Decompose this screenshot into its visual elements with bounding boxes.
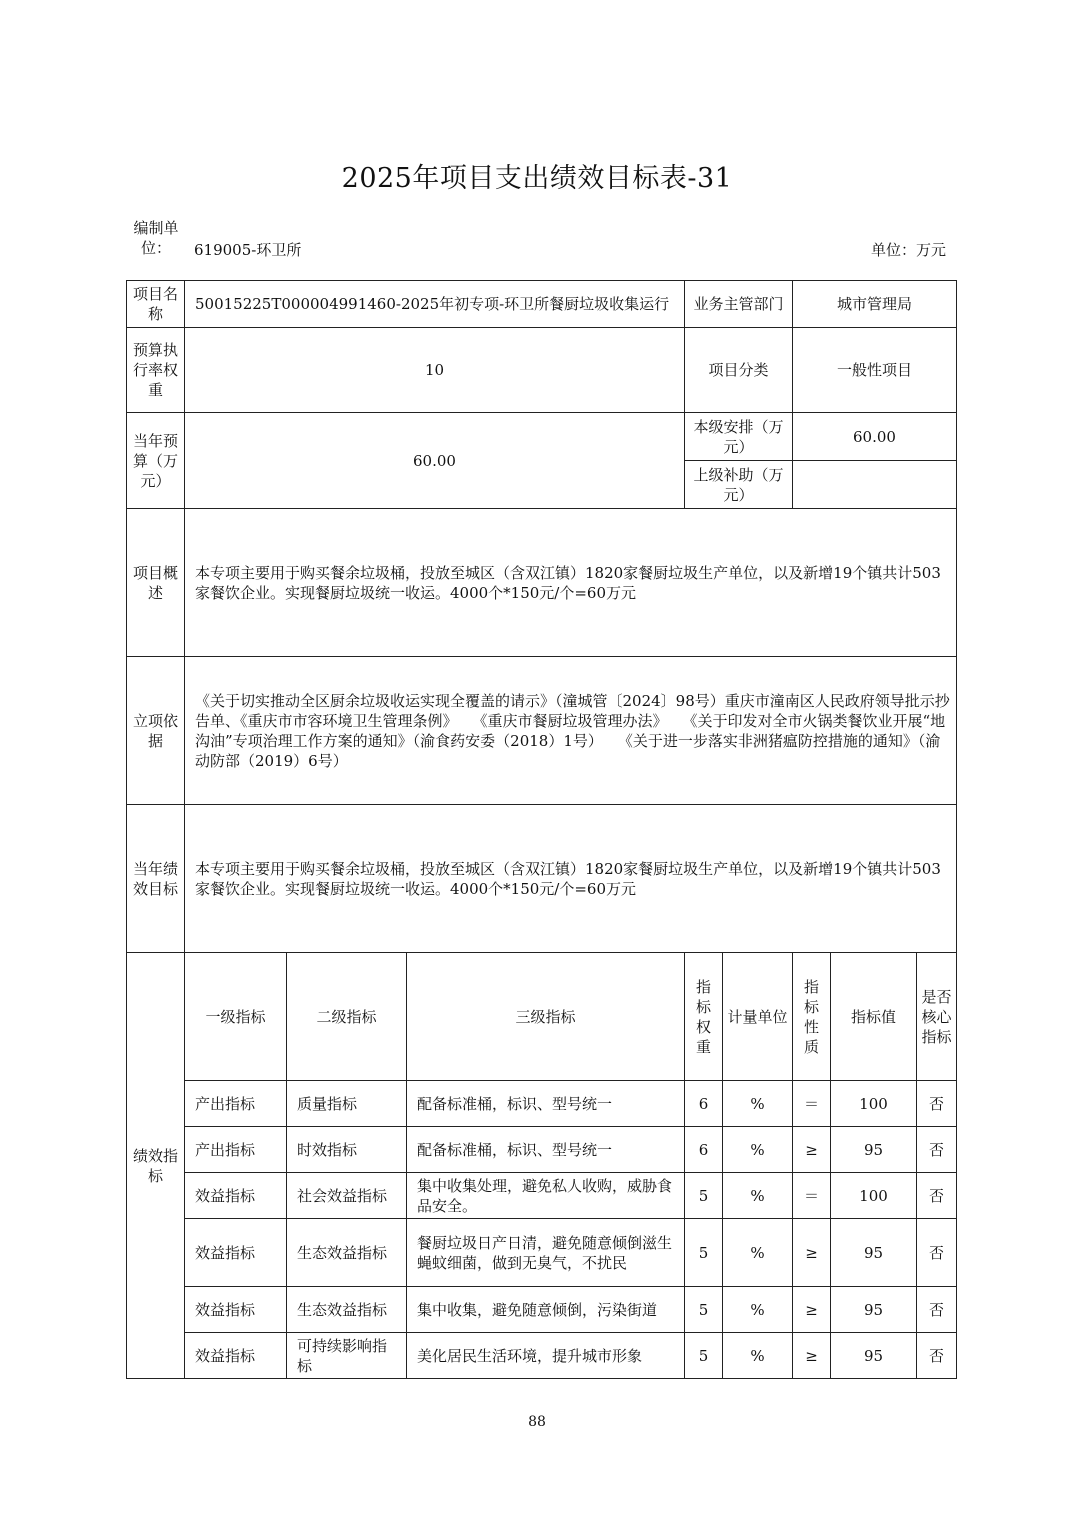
superior-value bbox=[793, 461, 957, 509]
same-level-value: 60.00 bbox=[793, 413, 957, 461]
row-core: 否 bbox=[917, 1333, 957, 1379]
row-value: 100 bbox=[831, 1081, 917, 1127]
table-row bbox=[127, 1333, 957, 1379]
table-row bbox=[127, 1173, 957, 1219]
table-row bbox=[127, 1081, 957, 1127]
budget-value: 60.00 bbox=[185, 413, 685, 509]
header-weight: 指标权重 bbox=[685, 953, 723, 1081]
row-level3: 餐厨垃圾日产日清，避免随意倾倒滋生蝇蚊细菌，做到无臭气，不扰民 bbox=[407, 1219, 685, 1287]
category-label: 项目分类 bbox=[685, 328, 793, 413]
row-value: 95 bbox=[831, 1219, 917, 1287]
basis-label: 立项依据 bbox=[127, 657, 185, 805]
row-unit: % bbox=[723, 1127, 793, 1173]
basis-text: 《关于切实推动全区厨余垃圾收运实现全覆盖的请示》（潼城管〔2024〕98号）重庆市潼南区人民政府领导批示抄告单、《重庆市市容环境卫生管理条例》 《重庆市餐厨垃圾管理办法》 《关于印发对全市火锅类餐饮业开展“地沟油”专项治理工作方案的通知》（渝食药安委（2018）1号） 《关于进一步落实非洲猪瘟防控措施的通知》（渝动防部（2019）6号） bbox=[185, 657, 957, 805]
row-weight: 5 bbox=[685, 1173, 723, 1219]
row-core: 否 bbox=[917, 1173, 957, 1219]
superior-label: 上级补助（万元） bbox=[685, 461, 793, 509]
header-value: 指标值 bbox=[831, 953, 917, 1081]
row-level3: 配备标准桶，标识、型号统一 bbox=[407, 1127, 685, 1173]
row-unit: % bbox=[723, 1219, 793, 1287]
row-level2: 生态效益指标 bbox=[287, 1287, 407, 1333]
table-row bbox=[127, 1287, 957, 1333]
dept-value: 城市管理局 bbox=[793, 281, 957, 328]
row-unit: % bbox=[723, 1081, 793, 1127]
row-nature: ＝ bbox=[793, 1081, 831, 1127]
header-level3: 三级指标 bbox=[407, 953, 685, 1081]
goal-text: 本专项主要用于购买餐余垃圾桶，投放至城区（含双江镇）1820家餐厨垃圾生产单位，以及新增19个镇共计503家餐饮企业。实现餐厨垃圾统一收运。4000个*150元/个=60万元 bbox=[185, 805, 957, 953]
row-value: 100 bbox=[831, 1173, 917, 1219]
row-weight: 5 bbox=[685, 1219, 723, 1287]
row-level1: 效益指标 bbox=[185, 1333, 287, 1379]
project-name: 50015225T000004991460-2025年初专项-环卫所餐厨垃圾收集运行 bbox=[185, 281, 685, 328]
overview-label: 项目概述 bbox=[127, 509, 185, 657]
row-nature: ≥ bbox=[793, 1287, 831, 1333]
header-unit: 计量单位 bbox=[723, 953, 793, 1081]
goal-label: 当年绩效目标 bbox=[127, 805, 185, 953]
performance-table bbox=[126, 280, 957, 1379]
row-value: 95 bbox=[831, 1287, 917, 1333]
header-level2: 二级指标 bbox=[287, 953, 407, 1081]
row-level1: 产出指标 bbox=[185, 1081, 287, 1127]
row-level3: 集中收集，避免随意倾倒，污染街道 bbox=[407, 1287, 685, 1333]
row-level3: 集中收集处理，避免私人收购，威胁食品安全。 bbox=[407, 1173, 685, 1219]
project-name-label: 项目名称 bbox=[127, 281, 185, 328]
header-nature: 指标性质 bbox=[793, 953, 831, 1081]
row-level1: 效益指标 bbox=[185, 1287, 287, 1333]
row-weight: 6 bbox=[685, 1127, 723, 1173]
header-level1: 一级指标 bbox=[185, 953, 287, 1081]
table-row bbox=[127, 1219, 957, 1287]
row-nature: ≥ bbox=[793, 1333, 831, 1379]
row-value: 95 bbox=[831, 1333, 917, 1379]
row-weight: 6 bbox=[685, 1081, 723, 1127]
row-level1: 产出指标 bbox=[185, 1127, 287, 1173]
row-core: 否 bbox=[917, 1219, 957, 1287]
dept-label: 业务主管部门 bbox=[685, 281, 793, 328]
row-core: 否 bbox=[917, 1081, 957, 1127]
row-core: 否 bbox=[917, 1287, 957, 1333]
row-core: 否 bbox=[917, 1127, 957, 1173]
row-level2: 质量指标 bbox=[287, 1081, 407, 1127]
row-level1: 效益指标 bbox=[185, 1219, 287, 1287]
row-unit: % bbox=[723, 1333, 793, 1379]
currency-label: 单位：万元 bbox=[870, 241, 946, 259]
row-weight: 5 bbox=[685, 1287, 723, 1333]
header-core: 是否核心指标 bbox=[917, 953, 957, 1081]
page-number: 88 bbox=[528, 1414, 546, 1430]
row-value: 95 bbox=[831, 1127, 917, 1173]
row-nature: ≥ bbox=[793, 1219, 831, 1287]
budget-label: 当年预算（万元） bbox=[127, 413, 185, 509]
row-level2: 生态效益指标 bbox=[287, 1219, 407, 1287]
row-nature: ≥ bbox=[793, 1127, 831, 1173]
table-row bbox=[127, 1127, 957, 1173]
row-level1: 效益指标 bbox=[185, 1173, 287, 1219]
row-level2: 可持续影响指标 bbox=[287, 1333, 407, 1379]
overview-text: 本专项主要用于购买餐余垃圾桶，投放至城区（含双江镇）1820家餐厨垃圾生产单位，以及新增19个镇共计503家餐饮企业。实现餐厨垃圾统一收运。4000个*150元/个=60万元 bbox=[185, 509, 957, 657]
row-unit: % bbox=[723, 1287, 793, 1333]
unit-name: 619005-环卫所 bbox=[194, 241, 302, 259]
row-level2: 时效指标 bbox=[287, 1127, 407, 1173]
row-level3: 配备标准桶，标识、型号统一 bbox=[407, 1081, 685, 1127]
unit-label: 编制单位： bbox=[133, 219, 179, 257]
row-level3: 美化居民生活环境，提升城市形象 bbox=[407, 1333, 685, 1379]
row-weight: 5 bbox=[685, 1333, 723, 1379]
exec-weight-value: 10 bbox=[185, 328, 685, 413]
page-title: 2025年项目支出绩效目标表-31 bbox=[341, 163, 733, 194]
row-nature: ＝ bbox=[793, 1173, 831, 1219]
indicators-section-label: 绩效指标 bbox=[127, 953, 185, 1379]
category-value: 一般性项目 bbox=[793, 328, 957, 413]
same-level-label: 本级安排（万元） bbox=[685, 413, 793, 461]
row-unit: % bbox=[723, 1173, 793, 1219]
exec-weight-label: 预算执行率权重 bbox=[127, 328, 185, 413]
row-level2: 社会效益指标 bbox=[287, 1173, 407, 1219]
